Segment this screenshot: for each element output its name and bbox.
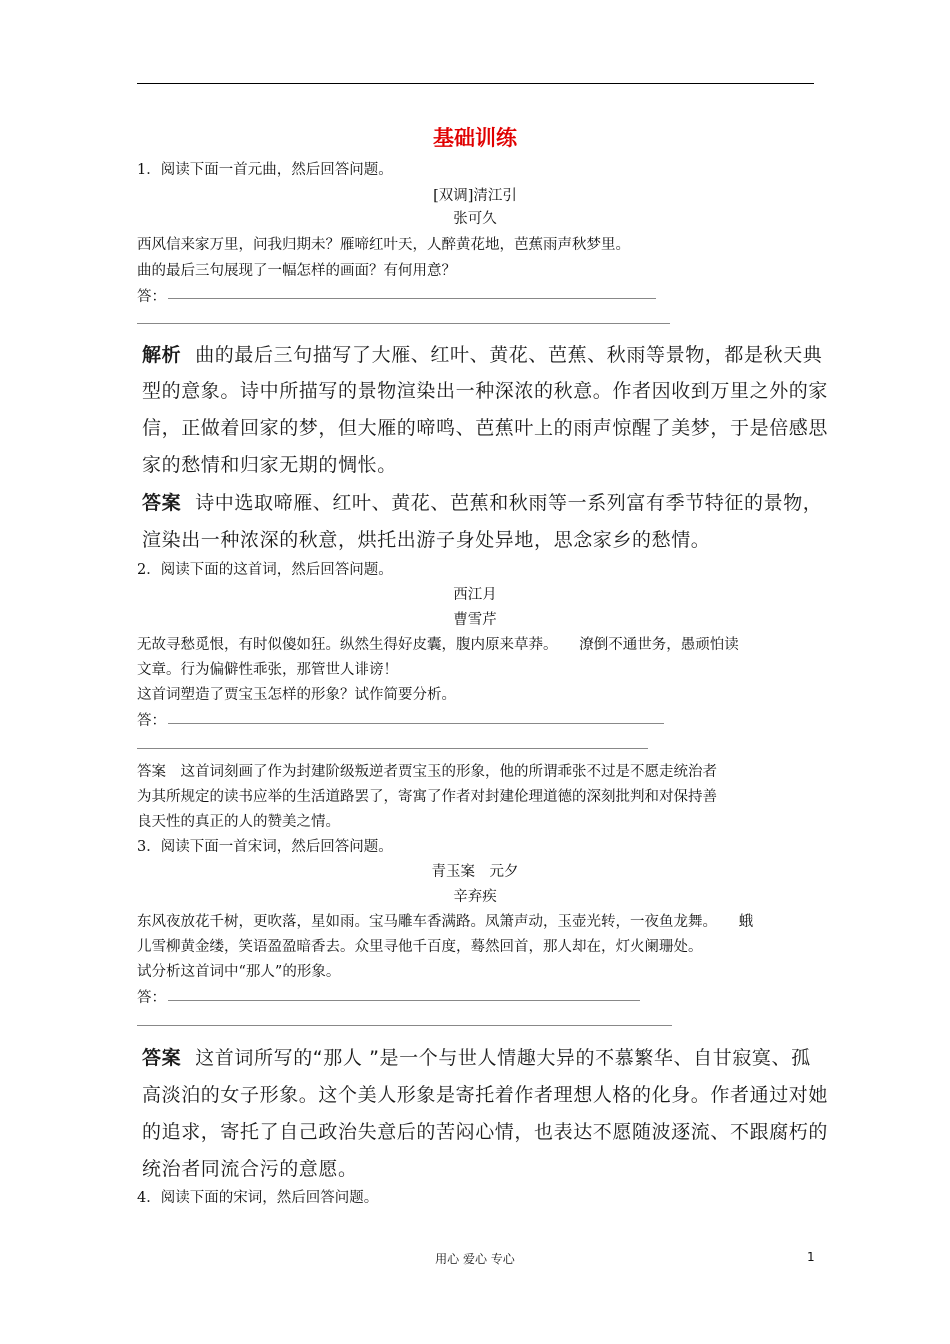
q3-author: 辛弃疾 [453, 889, 497, 905]
q3-poem-line-2: 儿雪柳黄金缕，笑语盈盈暗香去。众里寻他千百度，蓦然回首，那人却在，灯火阑珊处。 [137, 939, 703, 955]
q2-poem-line-2: 文章。行为偏僻性乖张，那管世人诽谤！ [137, 662, 398, 678]
q2-key-line-3: 良天性的真正的人的赞美之情。 [137, 814, 340, 830]
q3-poem-title: 青玉案 元夕 [431, 864, 519, 880]
q3-prompt: 3．阅读下面一首宋词，然后回答问题。 [137, 839, 393, 855]
q2-author: 曹雪芹 [453, 612, 497, 628]
q3-poem-line-1: 东风夜放花千树，更吹落，星如雨。宝马雕车香满路。凤箫声动，玉壶光转，一夜鱼龙舞。 蛾 [137, 914, 754, 930]
q3-question: 试分析这首词中“那人”的形象。 [137, 964, 341, 980]
section-title: 基础训练 [433, 126, 517, 150]
q2-answer-line-2[interactable] [137, 748, 648, 749]
q1-poem-text: 西风信来家万里，问我归期未？雁啼红叶天，人醉黄花地，芭蕉雨声秋梦里。 [137, 237, 630, 253]
q3-key-label: 答案 [142, 1047, 182, 1069]
q1-key-line-2: 渲染出一种浓深的秋意，烘托出游子身处异地，思念家乡的愁情。 [142, 529, 711, 551]
q1-key-line-1: 答案 诗中选取啼雁、红叶、黄花、芭蕉和秋雨等一系列富有季节特征的景物， [142, 492, 823, 514]
q1-answer-label: 答： [137, 289, 166, 305]
q1-analysis-line-4: 家的愁情和归家无期的惆怅。 [142, 454, 397, 476]
q3-key-line-3: 的追求，寄托了自己政治失意后的苦闷心情，也表达不愿随波逐流、不跟腐朽的 [142, 1121, 829, 1143]
q2-answer-label: 答： [137, 713, 166, 729]
q1-question: 曲的最后三句展现了一幅怎样的画面？有何用意？ [137, 263, 456, 279]
q3-answer-line-1[interactable] [168, 1000, 640, 1001]
q2-key-line-2: 为其所规定的读书应举的生活道路罢了，寄寓了作者对封建伦理道德的深刻批判和对保持善 [137, 789, 717, 805]
q2-key-line-1: 答案 这首词刻画了作为封建阶级叛逆者贾宝玉的形象，他的所谓乖张不过是不愿走统治者 [137, 764, 717, 780]
page-number: 1 [807, 1250, 815, 1264]
q1-analysis-line-2: 型的意象。诗中所描写的景物渲染出一种深浓的秋意。作者因收到万里之外的家 [142, 380, 829, 402]
q3-key-line-4: 统治者同流合污的意愿。 [142, 1158, 358, 1180]
footer-motto: 用心 爱心 专心 [435, 1252, 515, 1266]
q1-answer-line-2[interactable] [137, 323, 670, 324]
q3-answer-line-2[interactable] [137, 1025, 672, 1026]
q2-question: 这首词塑造了贾宝玉怎样的形象？试作简要分析。 [137, 687, 456, 703]
q1-answer-line-1[interactable] [168, 298, 656, 299]
q2-poem-title: 西江月 [453, 587, 497, 603]
q2-prompt: 2．阅读下面的这首词，然后回答问题。 [137, 562, 393, 578]
q1-analysis-line-1: 解析 曲的最后三句描写了大雁、红叶、黄花、芭蕉、秋雨等景物，都是秋天典 [142, 344, 823, 366]
q3-key-line-1: 答案 这首词所写的“那人 ”是一个与世人情趣大异的不慕繁华、自甘寂寞、孤 [142, 1047, 811, 1069]
q2-answer-line-1[interactable] [168, 723, 664, 724]
q3-key-line-2: 高淡泊的女子形象。这个美人形象是寄托着作者理想人格的化身。作者通过对她 [142, 1084, 829, 1106]
header-rule [137, 83, 814, 84]
q4-prompt: 4．阅读下面的宋词，然后回答问题。 [137, 1190, 379, 1206]
q1-analysis-line-3: 信，正做着回家的梦，但大雁的啼鸣、芭蕉叶上的雨声惊醒了美梦，于是倍感思 [142, 417, 829, 439]
q1-prompt: 1．阅读下面一首元曲，然后回答问题。 [137, 162, 393, 178]
q1-author: 张可久 [453, 211, 497, 227]
q2-poem-line-1: 无故寻愁觅恨，有时似傻如狂。纵然生得好皮囊，腹内原来草莽。 潦倒不通世务，愚顽怕读 [137, 637, 739, 653]
q1-analysis-label: 解析 [142, 344, 182, 366]
q1-poem-title: [双调]清江引 [433, 188, 517, 204]
q1-key-label: 答案 [142, 492, 182, 514]
q3-answer-label: 答： [137, 990, 166, 1006]
